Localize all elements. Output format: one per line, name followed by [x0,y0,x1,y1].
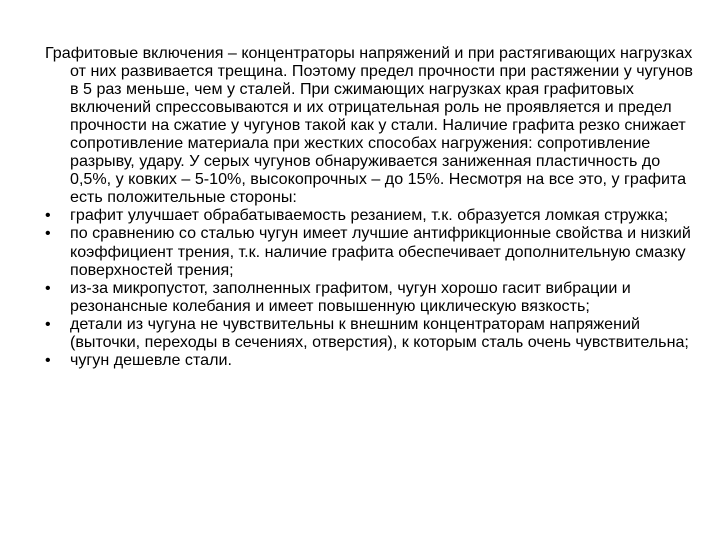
bullet-icon: • [45,206,51,225]
list-item [45,224,700,278]
list-item [45,279,700,315]
advantages-list [45,206,700,368]
list-item-text: из-за микропустот, заполненных графитом, чугун хорошо гасит вибрации и резонансные колебания и имеет повышенную циклическую вязкость; [70,278,631,315]
list-item [45,315,700,351]
list-item-text: по сравнению со сталью чугун имеет лучшие антифрикционные свойства и низкий коэффициент трения, т.к. наличие графита обеспечивает дополнительную смазку поверхностей трения; [70,224,691,279]
slide-text-body [45,44,700,369]
list-item [45,206,700,224]
list-item [45,351,700,369]
bullet-icon: • [45,278,51,297]
bullet-icon: • [45,314,51,333]
list-item-text: чугун дешевле стали. [70,350,232,369]
list-item-text: графит улучшает обрабатываемость резанием, т.к. образуется ломкая стружка; [70,206,669,225]
bullet-icon: • [45,350,51,369]
bullet-icon: • [45,224,51,243]
intro-paragraph: Графитовые включения – концентраторы напряжений и при растягивающих нагрузках от них развивается трещина. Поэтому предел прочности при растяжении у чугунов в 5 раз меньше, чем у сталей. При сжимающих нагрузках края графитовых включений спрессовываются и их отрицательная роль не проявляется и предел прочности на сжатие у чугунов такой как у стали. Наличие графита резко снижает сопротивление материала при жестких способах нагружения: сопротивление разрыву, удару. У серых чугунов обнаруживается заниженная пластичность до 0,5%, у ковких – 5-10%, высокопрочных – до 15%. Несмотря на все это, у графита есть положительные стороны: [45,44,693,207]
list-item-text: детали из чугуна не чувствительны к внешним концентраторам напряжений (выточки, переходы в сечениях, отверстия), к которым сталь очень чувствительна; [70,314,689,351]
